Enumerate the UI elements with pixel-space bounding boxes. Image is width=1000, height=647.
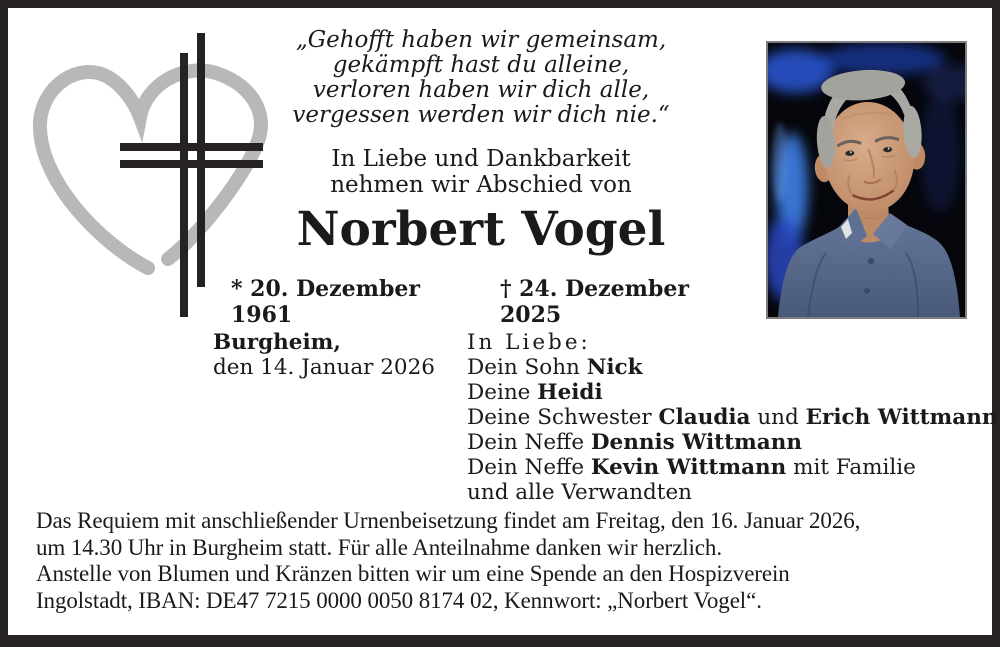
quote-line: „Gehofft haben wir gemeinsam,	[295, 27, 667, 53]
mourner-line	[467, 430, 997, 455]
birth-date: * 20. Dezember 1961	[231, 276, 420, 328]
portrait-photo	[766, 41, 967, 319]
quote-line: gekämpft hast du alleine,	[332, 52, 630, 78]
mourner-text: Deine	[467, 380, 538, 405]
city: Burgheim,	[213, 330, 341, 355]
mourner-line	[467, 455, 997, 480]
mourner-text: und alle Verwandten	[467, 480, 693, 505]
mourner-text: mit Familie	[786, 455, 916, 480]
place-date-block	[213, 330, 435, 380]
notice-date: den 14. Januar 2026	[213, 355, 435, 380]
mourner-name: Kevin Wittmann	[590, 455, 787, 480]
footer-line: Das Requiem mit anschließender Urnenbeisetzung findet am Freitag, den 16. Januar 2026,	[36, 508, 861, 533]
mourner-name: Heidi	[537, 380, 603, 405]
mourners-block	[467, 330, 997, 505]
funeral-info	[36, 508, 964, 614]
footer-line: Anstelle von Blumen und Kränzen bitten wir um eine Spende an den Hospizverein	[36, 561, 790, 586]
intro-text	[231, 146, 731, 198]
mourner-line	[467, 355, 997, 380]
heart-stroke	[40, 71, 261, 268]
footer-line: Ingolstadt, IBAN: DE47 7215 0000 0050 8174 02, Kennwort: „Norbert Vogel“.	[36, 587, 762, 613]
mourner-text: und	[750, 405, 806, 430]
mourner-text: Dein Neffe	[467, 455, 591, 480]
portrait-svg	[768, 43, 965, 317]
mourner-line	[467, 480, 997, 505]
mourner-name: Erich Wittmann	[805, 405, 998, 430]
death-date: † 24. Dezember 2025	[500, 276, 689, 328]
mourner-name: Nick	[586, 355, 643, 380]
memorial-quote	[231, 28, 731, 128]
mourner-line	[467, 380, 997, 405]
mourners-heading: In Liebe:	[467, 330, 591, 355]
mourner-text: Dein Neffe	[467, 430, 591, 455]
quote-line: vergessen werden wir dich nie.“	[292, 102, 670, 128]
mourner-name: Dennis Wittmann	[590, 430, 802, 455]
mourner-text: Dein Sohn	[467, 355, 587, 380]
intro-line: nehmen wir Abschied von	[330, 172, 632, 198]
mourner-name: Claudia	[658, 405, 751, 430]
mourner-line	[467, 405, 997, 430]
mourners-list	[467, 355, 997, 505]
life-dates	[231, 276, 731, 328]
deceased-name: Norbert Vogel	[296, 202, 666, 257]
quote-line: verloren haben wir dich alle,	[312, 77, 650, 103]
footer-line: um 14.30 Uhr in Burgheim statt. Für alle Anteilnahme danken wir herzlich.	[36, 534, 722, 560]
intro-line: In Liebe und Dankbarkeit	[331, 146, 631, 172]
mourner-text: Deine Schwester	[467, 405, 659, 430]
